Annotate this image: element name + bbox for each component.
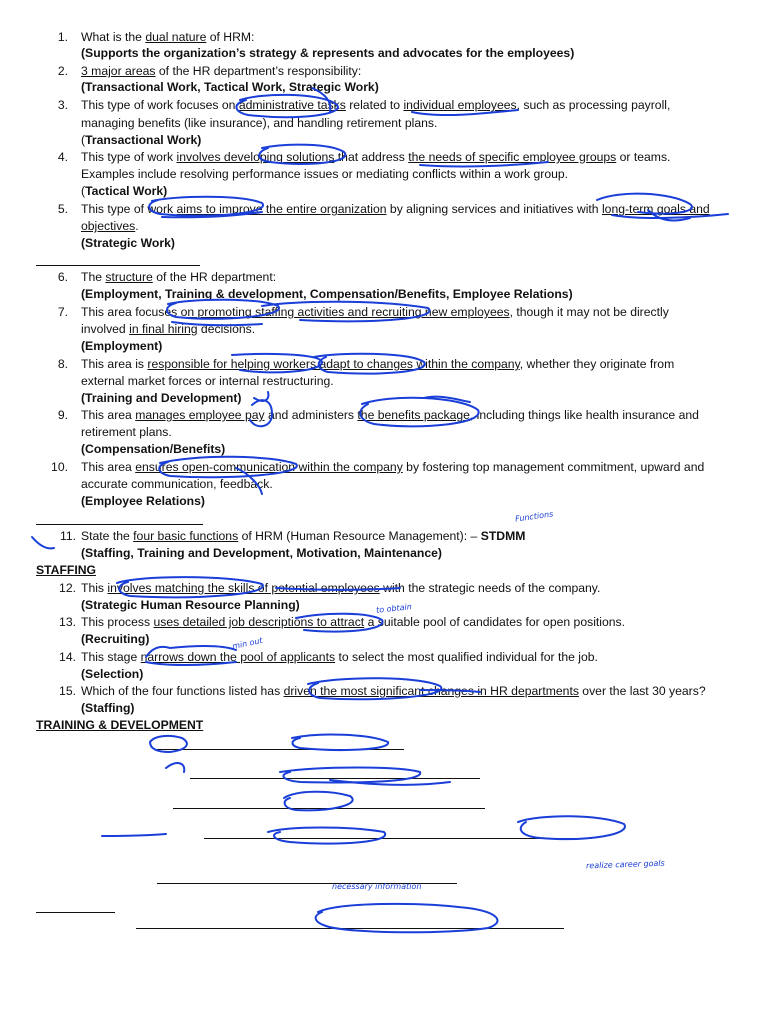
question-number: 6.: [57, 270, 68, 284]
q3-answer: [81, 133, 201, 148]
q2-text: of the HR department’s responsibility:: [155, 64, 362, 78]
q3-text-2: related to: [345, 98, 404, 112]
q10-term: ensures open-communication within the company: [135, 460, 403, 474]
handwritten-note: Functions: [514, 509, 554, 524]
q4-line-2: Examples include resolving performance issues or mediating conflicts within a work group.: [81, 167, 569, 181]
question-11: [81, 529, 525, 544]
question-number: 13.: [59, 615, 76, 629]
blank-line: [136, 928, 564, 929]
q5-answer: (Strategic Work): [81, 236, 175, 250]
question-13: [81, 615, 625, 630]
q6-text-end: of the HR department:: [152, 270, 277, 284]
question-number: 12.: [59, 581, 76, 595]
q4-text-2: that address: [334, 150, 409, 164]
q4-text-3: or teams.: [616, 150, 671, 164]
q4-answer: [81, 184, 167, 199]
question-15: [81, 684, 706, 699]
ink-underline: [330, 780, 450, 785]
blank-line: [204, 838, 592, 839]
q1-answer: (Supports the organization’s strategy & represents and advocates for the employees): [81, 46, 575, 60]
q7-text-2: , though it may not be directly: [509, 305, 669, 319]
q3-answer-text: Transactional Work): [85, 133, 202, 147]
question-9: [81, 408, 699, 423]
question-3: [81, 98, 670, 113]
q11-acronym: STDMM: [480, 529, 526, 543]
q7-term-2: in final hiring: [129, 322, 198, 336]
q5-line-2: [81, 219, 139, 234]
q2-answer: (Transactional Work, Tactical Work, Strategic Work): [81, 80, 379, 94]
q5-text-2: by aligning services and initiatives with: [386, 202, 602, 216]
q11-text-2: of HRM (Human Resource Management): –: [238, 529, 481, 543]
handwritten-note: necessary information: [332, 882, 422, 891]
ink-circle: [268, 828, 385, 844]
q3-text-3: , such as processing payroll,: [516, 98, 671, 112]
q1-text: What is the: [81, 30, 146, 44]
blank-line: [157, 749, 404, 750]
q12-text-2: with the strategic needs of the company.: [379, 581, 601, 595]
q14-term: narrows down the pool of applicants: [140, 650, 336, 664]
section-heading-training: TRAINING & DEVELOPMENT: [36, 718, 204, 732]
question-number: 5.: [57, 202, 68, 216]
q15-text: Which of the four functions listed has: [81, 684, 284, 698]
q14-text-2: to select the most qualified individual for the job.: [335, 650, 598, 664]
blank-line: [36, 912, 115, 913]
q3-answer-paren: (: [81, 133, 86, 147]
question-number: 7.: [57, 305, 68, 319]
q2-key-term: 3 major areas: [81, 64, 156, 78]
question-number: 11.: [59, 529, 76, 543]
q15-term: driven the most significant changes in HR departments: [283, 684, 579, 698]
q6-answer: (Employment, Training & development, Compensation/Benefits, Employee Relations): [81, 287, 573, 301]
q7-text: This area focuses: [81, 305, 181, 319]
q9-term-2: the benefits package: [357, 408, 470, 422]
ink-circle: [280, 768, 420, 783]
question-12: [81, 581, 600, 596]
question-8: [81, 357, 674, 372]
q4-term-2: the needs of specific employee groups: [408, 150, 617, 164]
q5-term-1: aims to improve the entire organization: [176, 202, 387, 216]
q5-text: This type of work: [81, 202, 177, 216]
section-heading-staffing: STAFFING: [36, 563, 97, 577]
ink-circle: [518, 816, 625, 839]
handwritten-note: min out: [231, 635, 264, 652]
ink-circle: [292, 735, 388, 750]
answer-rule: [36, 265, 200, 266]
q12-term: involves matching the skills of potential employees: [107, 581, 380, 595]
q12-answer: (Strategic Human Resource Planning): [81, 598, 300, 612]
q8-text: This area is: [81, 357, 148, 371]
q11-text: State the: [81, 529, 134, 543]
q8-text-2: , whether they originate from: [519, 357, 675, 371]
q14-answer: (Selection): [81, 667, 144, 681]
q10-text-2: by fostering top management commitment, upward and: [402, 460, 705, 474]
q3-text: This type of work focuses on: [81, 98, 239, 112]
q5-period: .: [135, 219, 139, 233]
q3-line-2: managing benefits (like insurance), and handling retirement plans.: [81, 116, 438, 130]
ink-mark: [166, 763, 184, 772]
q11-answer-a: (Staffing,: [81, 546, 138, 560]
handwritten-note: realize career goals: [585, 858, 665, 871]
q4-term-1: involves developing solutions: [176, 150, 335, 164]
q7-text-4: decisions.: [197, 322, 256, 336]
question-6: [81, 270, 276, 285]
q13-text-2: a suitable pool of candidates for open positions.: [364, 615, 626, 629]
q11-key-term: four basic functions: [133, 529, 239, 543]
q9-answer: (Compensation/Benefits): [81, 442, 226, 456]
q12-text: This: [81, 581, 108, 595]
q10-line-2: accurate communication, feedback.: [81, 477, 273, 491]
q10-text: This area: [81, 460, 136, 474]
q9-text-3: , including things like health insurance and: [469, 408, 699, 422]
question-number: 10.: [51, 460, 68, 474]
q14-text: This stage: [81, 650, 141, 664]
q5-term-3: objectives: [81, 219, 136, 233]
question-number: 4.: [57, 150, 68, 164]
q9-text: This area: [81, 408, 136, 422]
question-14: [81, 650, 598, 665]
q9-term-1: manages employee pay: [135, 408, 265, 422]
question-number: 3.: [57, 98, 68, 112]
q13-answer: (Recruiting): [81, 632, 150, 646]
q11-answer: [81, 546, 442, 561]
q13-text: This process: [81, 615, 154, 629]
q1-key-term: dual nature: [145, 30, 207, 44]
question-number: 8.: [57, 357, 68, 371]
q8-term: responsible for helping workers adapt to changes within the company: [147, 357, 520, 371]
q1-text-end: of HRM:: [206, 30, 255, 44]
q10-answer: (Employee Relations): [81, 494, 205, 508]
question-number: 14.: [59, 650, 76, 664]
q13-term: uses detailed job descriptions to attract: [153, 615, 365, 629]
q7-answer: (Employment): [81, 339, 163, 353]
q7-line-2: [81, 322, 255, 337]
q4-answer-paren: (: [81, 184, 86, 198]
q5-term-2: long-term goals and: [601, 202, 710, 216]
question-4: [81, 150, 670, 165]
answer-rule: [36, 524, 203, 525]
q9-text-2: and administers: [264, 408, 358, 422]
q3-term-1: administrative tasks: [238, 98, 346, 112]
question-number: 2.: [57, 64, 68, 78]
q15-answer: (Staffing): [81, 701, 135, 715]
question-10: [81, 460, 704, 475]
q9-line-2: retirement plans.: [81, 425, 172, 439]
q6-text: The: [81, 270, 106, 284]
q15-text-2: over the last 30 years?: [578, 684, 706, 698]
q4-answer-text: Tactical Work): [85, 184, 168, 198]
ink-mark: [254, 392, 268, 401]
q8-line-2: external market forces or internal restructuring.: [81, 374, 334, 388]
question-1: [81, 30, 254, 45]
question-number: 9.: [57, 408, 68, 422]
q11-answer-c: , Motivation, Maintenance): [289, 546, 442, 560]
ink-mark: [424, 397, 470, 402]
q7-text-3: involved: [81, 322, 130, 336]
q6-key-term: structure: [105, 270, 153, 284]
ink-mark: [102, 834, 166, 836]
handwritten-note: to obtain: [375, 602, 413, 615]
question-number: 1.: [57, 30, 68, 44]
blank-line: [190, 778, 480, 779]
blank-line: [173, 808, 485, 809]
question-number: 15.: [59, 684, 76, 698]
q8-answer: (Training and Development): [81, 391, 242, 405]
question-7: [81, 305, 669, 320]
question-2: [81, 64, 361, 79]
q7-term-1: on promoting staffing activities and recruiting new employees: [180, 305, 510, 319]
q4-text: This type of work: [81, 150, 177, 164]
question-5: [81, 202, 710, 217]
q11-answer-b: Training and Development: [137, 546, 290, 560]
q3-term-2: individual employees: [403, 98, 517, 112]
